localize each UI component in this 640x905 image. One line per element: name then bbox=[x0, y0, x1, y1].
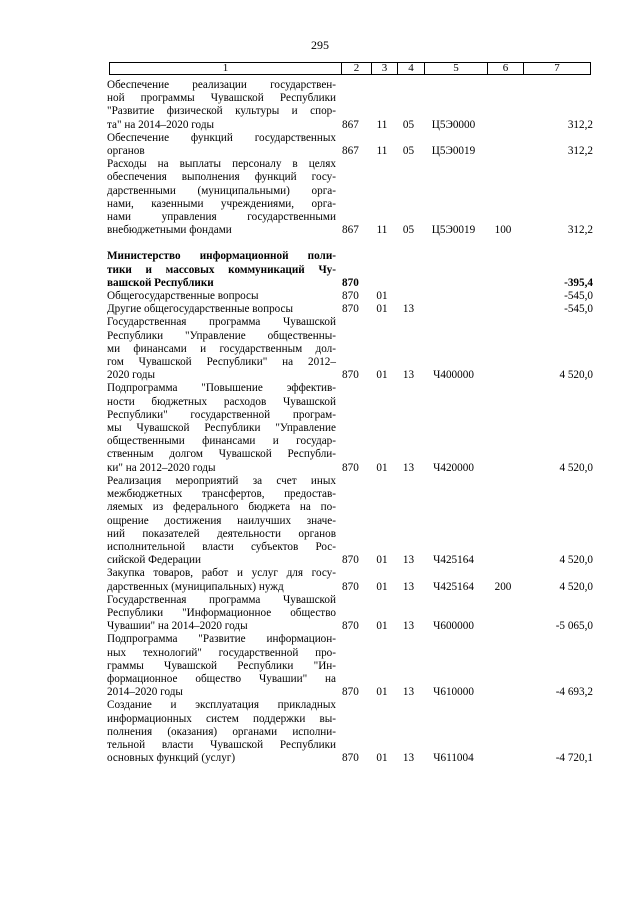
table-row bbox=[107, 633, 597, 699]
row-description bbox=[107, 158, 339, 237]
cell-c4: 05 bbox=[402, 118, 415, 131]
cell-c2: 867 bbox=[342, 118, 359, 131]
column-header-2: 2 bbox=[342, 63, 372, 74]
description-line: Другие общегосударственные вопросы bbox=[107, 303, 294, 316]
cell-c3: 01 bbox=[376, 554, 388, 567]
cell-c7: -4 693,2 bbox=[555, 686, 593, 699]
cell-c3: 01 bbox=[376, 620, 388, 633]
column-header-5: 5 bbox=[425, 63, 488, 74]
row-description bbox=[107, 250, 339, 290]
cell-c5: Ч400000 bbox=[433, 369, 474, 382]
description-line: Реализация мероприятий за счет иных bbox=[107, 474, 336, 487]
cell-c5: Ч610000 bbox=[433, 686, 474, 699]
cell-c6: 200 bbox=[494, 580, 512, 593]
table-row bbox=[107, 567, 597, 593]
cell-c2: 870 bbox=[342, 303, 359, 316]
row-description bbox=[107, 316, 339, 382]
table-row bbox=[107, 475, 597, 567]
cell-c4: 05 bbox=[402, 145, 415, 158]
cell-c7: 312,2 bbox=[567, 224, 593, 237]
column-header-3: 3 bbox=[372, 63, 398, 74]
table-header bbox=[109, 62, 591, 75]
column-header-6: 6 bbox=[488, 63, 524, 74]
cell-c5: Ц5Э0019 bbox=[431, 145, 476, 158]
cell-c2: 867 bbox=[342, 224, 359, 237]
cell-c5: Ч420000 bbox=[433, 461, 474, 474]
cell-c3: 11 bbox=[376, 118, 388, 131]
description-line: Государственная программа Чувашской bbox=[107, 316, 336, 329]
description-line: сийской Федерации bbox=[107, 554, 201, 567]
cell-c5: Ч425164 bbox=[433, 554, 474, 567]
row-description bbox=[107, 475, 339, 567]
cell-c2: 870 bbox=[342, 686, 359, 699]
cell-c2: 870 bbox=[342, 461, 359, 474]
description-line: Подпрограмма "Повышение эффектив- bbox=[107, 382, 336, 395]
description-line: ляемых из федерального бюджета на по- bbox=[107, 501, 336, 514]
description-line: обеспечения выполнения функций госу- bbox=[107, 171, 336, 184]
table-row bbox=[107, 290, 597, 303]
cell-c6: 100 bbox=[494, 224, 512, 237]
row-description bbox=[107, 382, 339, 474]
description-line: гом Чувашской Республики" на 2012– bbox=[107, 356, 336, 369]
description-line: "Развитие физической культуры и спор- bbox=[107, 105, 336, 118]
cell-c5: Ч425164 bbox=[433, 580, 474, 593]
cell-c7: -545,0 bbox=[564, 290, 593, 303]
cell-c3: 11 bbox=[376, 145, 388, 158]
row-description bbox=[107, 132, 339, 158]
description-line: 2014–2020 годы bbox=[107, 686, 183, 699]
description-line: Обеспечение функций государственных bbox=[107, 131, 336, 144]
description-line: ки" на 2012–2020 годы bbox=[107, 461, 216, 474]
description-line: Чувашии" на 2014–2020 годы bbox=[107, 620, 248, 633]
description-line: общественными финансами и государ- bbox=[107, 435, 336, 448]
description-line: ощрение достижения наилучших значе- bbox=[107, 514, 336, 527]
description-line: полнения (оказания) органами исполни- bbox=[107, 725, 336, 738]
description-line: ми финансами и государственным дол- bbox=[107, 342, 336, 355]
description-line: дарственных (муниципальных) нужд bbox=[107, 580, 284, 593]
description-line: ний показателей деятельности органов bbox=[107, 527, 336, 540]
cell-c2: 870 bbox=[342, 554, 359, 567]
description-line: формационное общество Чувашии" на bbox=[107, 672, 336, 685]
cell-c2: 870 bbox=[342, 369, 359, 382]
table-row bbox=[107, 132, 597, 158]
cell-c5: Ч611004 bbox=[433, 752, 474, 765]
description-line: Республики" государственной програм- bbox=[107, 408, 336, 421]
row-description bbox=[107, 633, 339, 699]
cell-c2: 870 bbox=[342, 620, 359, 633]
description-line: информационных систем поддержки вы- bbox=[107, 712, 336, 725]
description-line: граммы Чувашской Республики "Ин- bbox=[107, 659, 336, 672]
row-description bbox=[107, 699, 339, 765]
cell-c3: 01 bbox=[376, 752, 388, 765]
row-description bbox=[107, 567, 339, 593]
cell-c3: 01 bbox=[376, 461, 388, 474]
column-header-1: 1 bbox=[110, 63, 342, 74]
cell-c4: 13 bbox=[402, 303, 415, 316]
table-row bbox=[107, 594, 597, 634]
row-description bbox=[107, 303, 339, 316]
cell-c3: 01 bbox=[376, 686, 388, 699]
cell-c7: 312,2 bbox=[567, 145, 593, 158]
description-line: Обеспечение реализации государствен- bbox=[107, 79, 336, 91]
cell-c7: -5 065,0 bbox=[555, 620, 593, 633]
table-row bbox=[107, 316, 597, 382]
description-line: ной программы Чувашской Республики bbox=[107, 92, 336, 105]
description-line: органов bbox=[107, 145, 145, 158]
table-row bbox=[107, 79, 597, 132]
description-line: Республики "Информационное общество bbox=[107, 606, 336, 619]
description-line: вашской Республики bbox=[107, 276, 214, 289]
table-row bbox=[107, 158, 597, 237]
row-description bbox=[107, 594, 339, 634]
description-line: Государственная программа Чувашской bbox=[107, 593, 336, 606]
column-header-7: 7 bbox=[554, 62, 560, 74]
column-header-4: 4 bbox=[398, 63, 425, 74]
cell-c7: 4 520,0 bbox=[559, 369, 593, 382]
cell-c5: Ц5Э0000 bbox=[431, 118, 476, 131]
page-number: 295 bbox=[311, 38, 329, 52]
cell-c7: -395,4 bbox=[564, 276, 593, 289]
cell-c4: 13 bbox=[402, 461, 415, 474]
cell-c3: 01 bbox=[376, 369, 388, 382]
description-line: Общегосударственные вопросы bbox=[107, 290, 259, 303]
cell-c7: -4 720,1 bbox=[555, 752, 593, 765]
cell-c2: 870 bbox=[342, 752, 359, 765]
description-line: та" на 2014–2020 годы bbox=[107, 118, 215, 131]
description-line: Подпрограмма "Развитие информацион- bbox=[107, 633, 336, 646]
cell-c4: 13 bbox=[402, 686, 415, 699]
description-line: исполнительной власти субъектов Рос- bbox=[107, 540, 336, 553]
cell-c5: Ч600000 bbox=[433, 620, 474, 633]
cell-c7: 4 520,0 bbox=[559, 461, 593, 474]
cell-c4: 05 bbox=[402, 224, 415, 237]
cell-c3: 11 bbox=[376, 224, 388, 237]
cell-c4: 13 bbox=[402, 752, 415, 765]
description-line: межбюджетных трансфертов, предостав- bbox=[107, 488, 336, 501]
cell-c2: 870 bbox=[342, 276, 359, 289]
row-description bbox=[107, 290, 339, 303]
cell-c2: 867 bbox=[342, 145, 359, 158]
cell-c4: 13 bbox=[402, 554, 415, 567]
description-line: внебюджетными фондами bbox=[107, 224, 232, 237]
description-line: Республики "Управление общественны- bbox=[107, 329, 336, 342]
cell-c7: -545,0 bbox=[564, 303, 593, 316]
cell-c3: 01 bbox=[376, 580, 388, 593]
table-row bbox=[107, 303, 597, 316]
cell-c4: 13 bbox=[402, 620, 415, 633]
description-line: дарственными (муниципальными) орга- bbox=[107, 184, 336, 197]
cell-c7: 4 520,0 bbox=[559, 580, 593, 593]
cell-c2: 870 bbox=[342, 580, 359, 593]
cell-c2: 870 bbox=[342, 290, 359, 303]
cell-c7: 312,2 bbox=[567, 118, 593, 131]
row-description bbox=[107, 79, 339, 132]
row-spacer bbox=[107, 237, 597, 250]
description-line: ности бюджетных расходов Чувашской bbox=[107, 395, 336, 408]
description-line: основных функций (услуг) bbox=[107, 752, 236, 765]
description-line: тики и массовых коммуникаций Чу- bbox=[107, 263, 336, 276]
cell-c3: 01 bbox=[376, 290, 388, 303]
cell-c7: 4 520,0 bbox=[559, 554, 593, 567]
description-line: 2020 годы bbox=[107, 369, 155, 382]
description-line: тельной власти Чувашской Республики bbox=[107, 738, 336, 751]
description-line: мы Чувашской Республики "Управление bbox=[107, 422, 336, 435]
description-line: Расходы на выплаты персоналу в целях bbox=[107, 158, 336, 171]
description-line: ственным долгом Чувашской Республи- bbox=[107, 448, 336, 461]
description-line: нами, казенными учреждениями, орга- bbox=[107, 197, 336, 210]
table-row bbox=[107, 699, 597, 765]
description-line: ных технологий" государственной про- bbox=[107, 646, 336, 659]
cell-c4: 13 bbox=[402, 369, 415, 382]
table-row bbox=[107, 250, 597, 290]
table-body bbox=[107, 79, 597, 765]
cell-c5: Ц5Э0019 bbox=[431, 224, 476, 237]
table-row bbox=[107, 382, 597, 474]
description-line: нами управления государственными bbox=[107, 211, 336, 224]
description-line: Закупка товаров, работ и услуг для госу- bbox=[107, 567, 336, 580]
description-line: Министерство информационной поли- bbox=[107, 250, 336, 263]
description-line: Создание и эксплуатация прикладных bbox=[107, 699, 336, 712]
cell-c3: 01 bbox=[376, 303, 388, 316]
cell-c4: 13 bbox=[402, 580, 415, 593]
